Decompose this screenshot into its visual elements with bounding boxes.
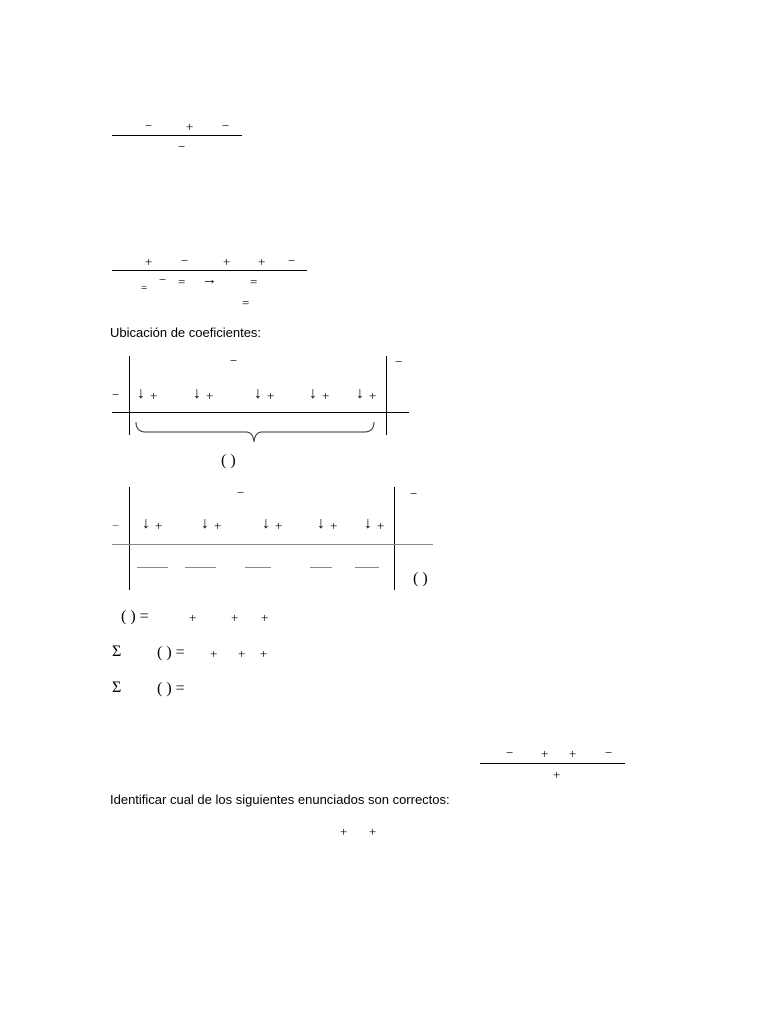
frac2-num-plus-3: + <box>258 254 266 269</box>
section-heading-coeficientes: Ubicación de coeficientes: <box>110 325 262 340</box>
expr3-sigma-icon: Σ <box>112 679 122 696</box>
table2-root-minus: − <box>112 518 120 533</box>
expr2-sigma-icon: Σ <box>112 643 122 660</box>
table2-arrow-down-icon-2: ↓ <box>201 515 209 532</box>
table2-result-line <box>112 544 433 545</box>
table2-blank-5 <box>355 567 379 568</box>
table2-plus-1: + <box>155 518 163 533</box>
table1-arrow-down-icon-5: ↓ <box>356 385 364 402</box>
table2-blank-1 <box>137 567 168 568</box>
frac2-den-minus: − <box>159 272 167 287</box>
table2-plus-2: + <box>214 518 222 533</box>
table1-plus-1: + <box>150 388 158 403</box>
table2-blank-3 <box>245 567 271 568</box>
table2-arrow-down-icon-3: ↓ <box>262 515 270 532</box>
final-plus-2: + <box>369 824 377 839</box>
table2-plus-5: + <box>377 518 385 533</box>
frac2-den-equals-1: = <box>141 282 148 294</box>
table1-arrow-down-icon-3: ↓ <box>254 385 262 402</box>
table1-plus-2: + <box>206 388 214 403</box>
table2-arrow-down-icon-4: ↓ <box>317 515 325 532</box>
table1-top-minus: − <box>230 353 238 368</box>
frac3-num-plus-2: + <box>569 746 577 761</box>
table1-left-bar <box>129 356 130 435</box>
table2-arrow-down-icon-1: ↓ <box>142 515 150 532</box>
expr3-paren-equals: ( ) = <box>157 680 185 697</box>
frac3-num-minus-1: − <box>506 745 514 760</box>
table1-right-minus: − <box>395 354 403 369</box>
table1-arrow-down-icon-4: ↓ <box>309 385 317 402</box>
table2-blank-4 <box>310 567 332 568</box>
table2-right-minus: − <box>410 486 418 501</box>
table2-plus-3: + <box>275 518 283 533</box>
expr2-paren-equals: ( ) = <box>157 644 185 661</box>
final-plus-1: + <box>340 824 348 839</box>
frac1-num-plus: + <box>186 119 194 134</box>
frac2-bar <box>112 270 307 271</box>
expr2-plus-1: + <box>210 646 218 661</box>
section-heading-enunciados: Identificar cual de los siguientes enunciados son correctos: <box>110 792 450 807</box>
expr1-plus-3: + <box>261 610 269 625</box>
table2-paren: ( ) <box>413 570 428 587</box>
frac3-num-plus-1: + <box>541 746 549 761</box>
expr2-plus-2: + <box>238 646 246 661</box>
table1-plus-4: + <box>322 388 330 403</box>
frac3-num-minus-2: − <box>605 745 613 760</box>
table1-right-bar <box>386 356 387 435</box>
table2-arrow-down-icon-5: ↓ <box>364 515 372 532</box>
table2-blank-2 <box>185 567 216 568</box>
expr1-plus-2: + <box>231 610 239 625</box>
expr2-plus-3: + <box>260 646 268 661</box>
table1-result-line <box>112 412 409 413</box>
frac2-den-equals-3: = <box>250 274 258 289</box>
table2-left-bar <box>129 487 130 590</box>
frac1-bar <box>112 135 242 136</box>
frac2-num-plus-1: + <box>145 254 153 269</box>
frac1-num-minus-2: − <box>222 118 230 133</box>
frac2-num-minus-2: − <box>288 253 296 268</box>
frac3-den-plus: + <box>553 767 561 782</box>
table1-plus-3: + <box>267 388 275 403</box>
frac2-den-equals-4: = <box>242 295 250 310</box>
expr1-paren-equals: ( ) = <box>121 608 149 625</box>
table2-right-bar <box>394 487 395 590</box>
table1-root-minus: − <box>112 387 120 402</box>
table1-arrow-down-icon-1: ↓ <box>137 385 145 402</box>
frac3-bar <box>480 763 625 764</box>
table1-paren: ( ) <box>221 452 236 469</box>
frac1-den-minus: − <box>178 139 186 154</box>
table1-arrow-down-icon-2: ↓ <box>193 385 201 402</box>
arrow-right-icon: → <box>202 272 217 288</box>
frac2-den-equals-2: = <box>178 274 186 289</box>
table2-top-minus: − <box>237 485 245 500</box>
table2-plus-4: + <box>330 518 338 533</box>
frac2-num-minus-1: − <box>181 253 189 268</box>
expr1-plus-1: + <box>189 610 197 625</box>
table1-underbrace <box>134 420 376 450</box>
table1-plus-5: + <box>369 388 377 403</box>
frac2-num-plus-2: + <box>223 254 231 269</box>
frac1-num-minus-1: − <box>145 118 153 133</box>
